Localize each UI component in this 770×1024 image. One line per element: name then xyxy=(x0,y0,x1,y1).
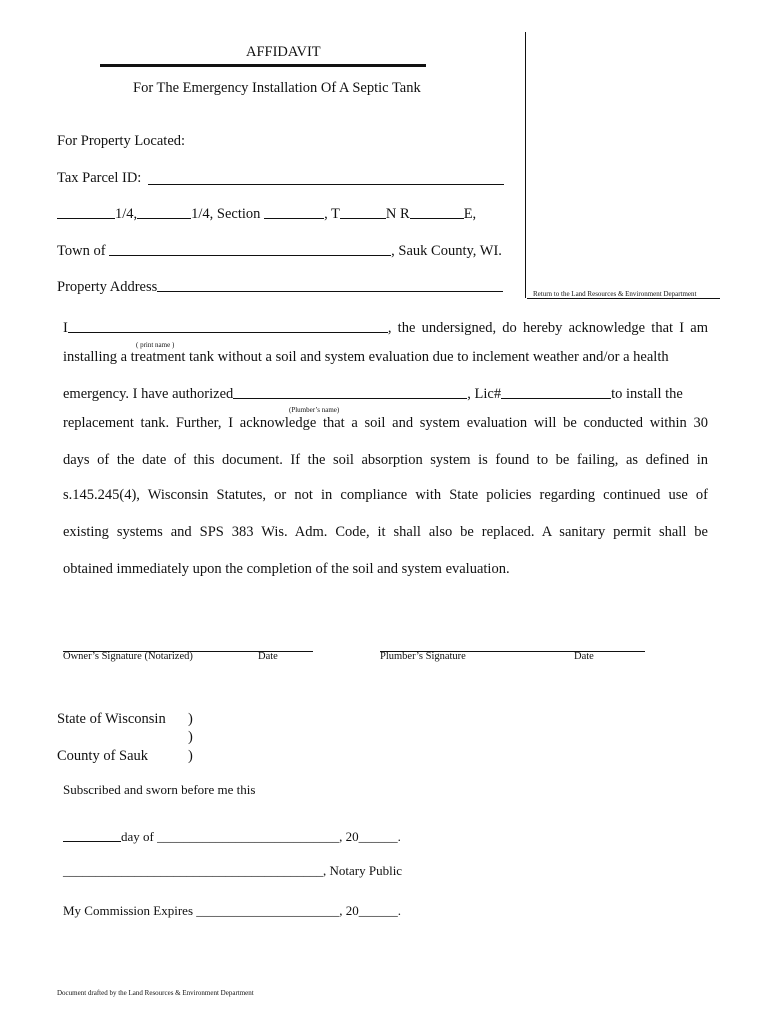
town-row xyxy=(57,243,502,260)
sworn-text: Subscribed and sworn before me this xyxy=(63,782,256,797)
range-field[interactable] xyxy=(410,217,464,219)
print-name-field[interactable] xyxy=(68,331,388,333)
body-line-2: installing a treatment tank without a soil and system evaluation due to inclement weather and/or a health xyxy=(63,349,669,365)
commission-row xyxy=(63,903,401,919)
section-label: 1/4, Section xyxy=(191,206,261,222)
return-note: Return to the Land Resources & Environment Department xyxy=(533,290,697,298)
township-label: , T xyxy=(324,206,340,222)
line3-end: to install the xyxy=(611,386,683,402)
paren-1: ) xyxy=(188,711,193,727)
paren-3: ) xyxy=(188,748,193,764)
month-field[interactable]: ____________________________ xyxy=(157,829,340,844)
notary-row xyxy=(63,863,402,879)
quarter-field-2[interactable] xyxy=(137,217,191,219)
body-line-8: obtained immediately upon the completion of the soil and system evaluation. xyxy=(63,561,510,577)
document-title: AFFIDAVIT xyxy=(246,44,321,60)
notary-label: , Notary Public xyxy=(323,863,403,878)
lic-label: , Lic# xyxy=(467,386,502,402)
town-field[interactable] xyxy=(109,254,391,256)
commission-field[interactable]: ______________________ xyxy=(196,903,340,918)
return-note-rule xyxy=(527,298,720,299)
state-label: State of Wisconsin xyxy=(57,711,166,727)
day-of-label: day of xyxy=(121,829,154,844)
year-prefix: , 20 xyxy=(339,829,359,844)
county-label: County of Sauk xyxy=(57,748,149,764)
body-line-5: days of the date of this document. If the soil absorption system is found to be failing, as defined in xyxy=(63,452,708,468)
plumber-signature-label: Plumber’s Signature xyxy=(380,651,466,662)
town-label: Town of xyxy=(57,243,106,259)
address-field[interactable] xyxy=(157,290,503,292)
day-of-row xyxy=(63,829,401,845)
address-label: Property Address xyxy=(57,279,158,295)
county-suffix: , Sauk County, WI. xyxy=(391,243,502,259)
plumber-name-field[interactable] xyxy=(233,397,467,399)
property-heading: For Property Located: xyxy=(57,133,186,149)
quarter-label-1: 1/4, xyxy=(115,206,138,222)
year-field[interactable]: ______. xyxy=(358,829,401,844)
notary-field[interactable]: ________________________________________ xyxy=(63,863,323,878)
license-field[interactable] xyxy=(501,397,611,399)
east-label: E, xyxy=(463,206,477,222)
commission-label: My Commission Expires xyxy=(63,903,194,918)
range-label: N R xyxy=(385,206,410,222)
document-subtitle: For The Emergency Installation Of A Septic Tank xyxy=(133,80,421,96)
owner-signature-label: Owner’s Signature (Notarized) xyxy=(63,651,193,662)
body-line-3 xyxy=(63,386,683,403)
i-label: I xyxy=(63,320,68,336)
footer-note: Document drafted by the Land Resources & Environment Department xyxy=(57,989,254,997)
title-rule xyxy=(100,64,426,67)
section-field[interactable] xyxy=(264,217,324,219)
line1-text: , the undersigned, do hereby acknowledge that I am xyxy=(387,320,708,336)
address-row xyxy=(57,279,503,296)
body-line-4: replacement tank. Further, I acknowledge that a soil and system evaluation will be conducted within 30 xyxy=(63,415,708,431)
plumber-date-label: Date xyxy=(574,651,594,662)
legal-description-row xyxy=(57,206,476,223)
vertical-divider xyxy=(525,32,526,298)
body-line-6: s.145.245(4), Wisconsin Statutes, or not in compliance with State policies regarding continued use of xyxy=(63,487,708,503)
tax-parcel-field[interactable] xyxy=(148,184,504,185)
body-line-1 xyxy=(63,320,708,337)
owner-date-label: Date xyxy=(258,651,278,662)
commission-year: , 20______. xyxy=(339,903,402,918)
day-field[interactable] xyxy=(63,840,121,842)
print-name-hint: ( print name ) xyxy=(136,341,175,349)
body-line-7: existing systems and SPS 383 Wis. Adm. Code, it shall also be replaced. A sanitary permit shall be xyxy=(63,524,708,540)
quarter-field-1[interactable] xyxy=(57,217,115,219)
paren-2: ) xyxy=(188,729,193,745)
tax-parcel-row xyxy=(57,170,141,187)
line3-start: emergency. I have authorized xyxy=(63,386,234,402)
tax-parcel-label: Tax Parcel ID: xyxy=(57,170,142,186)
township-field[interactable] xyxy=(340,217,386,219)
plumber-name-hint: (Plumber’s name) xyxy=(289,406,340,414)
